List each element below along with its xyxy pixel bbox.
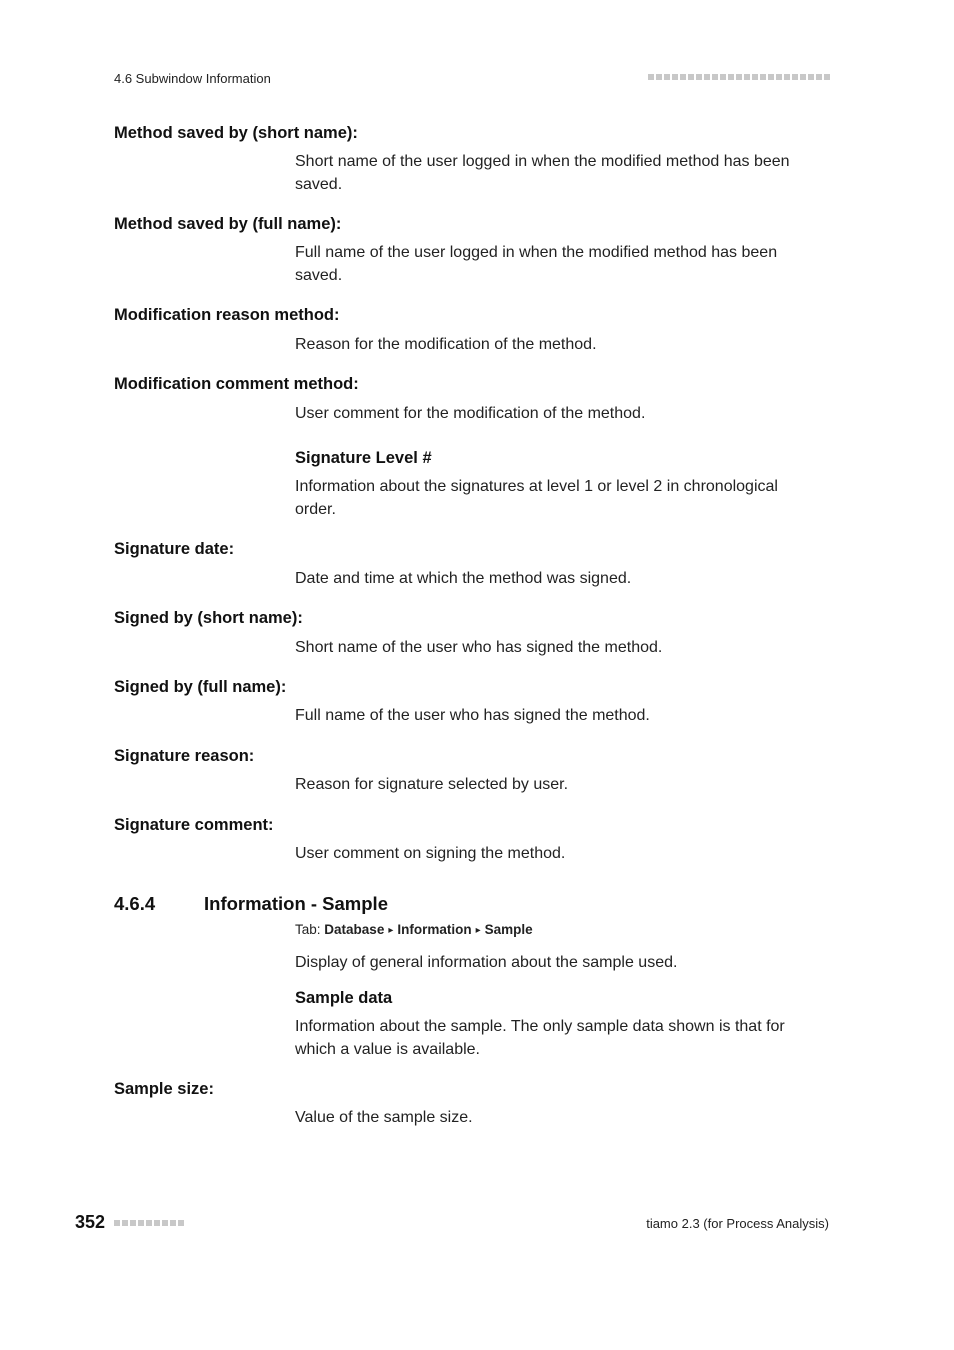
sample-data-heading: Sample data — [295, 989, 393, 1007]
arrow-right-icon: ▸ — [388, 925, 394, 936]
desc-signed-by-full: Full name of the user who has signed the method. — [295, 707, 650, 724]
term-signed-by-short: Signed by (short name): — [114, 609, 303, 627]
tab-prefix: Tab: — [295, 922, 321, 937]
term-signed-by-full: Signed by (full name): — [114, 678, 287, 696]
term-signature-reason: Signature reason: — [114, 747, 255, 765]
tab-path-item-database: Database — [324, 922, 385, 937]
term-signature-date: Signature date: — [114, 540, 235, 558]
desc-method-saved-short: Short name of the user logged in when the modified method has been saved. — [295, 153, 790, 193]
tab-path — [295, 922, 533, 937]
section-heading — [114, 893, 388, 915]
desc-method-saved-full: Full name of the user logged in when the modified method has been saved. — [295, 244, 778, 284]
term-modification-comment: Modification comment method: — [114, 375, 359, 393]
desc-signature-date: Date and time at which the method was signed. — [295, 570, 632, 587]
tab-path-item-sample: Sample — [484, 922, 533, 937]
header-section-title: 4.6 Subwindow Information — [114, 71, 271, 86]
term-method-saved-short: Method saved by (short name): — [114, 124, 358, 142]
desc-signature-comment: User comment on signing the method. — [295, 845, 566, 862]
signature-level-description: Information about the signatures at level 1 or level 2 in chronological order. — [295, 478, 778, 518]
term-modification-reason: Modification reason method: — [114, 306, 340, 324]
desc-modification-comment: User comment for the modification of the method. — [295, 405, 646, 422]
section-description: Display of general information about the sample used. — [295, 954, 678, 971]
signature-level-heading: Signature Level # — [295, 449, 432, 467]
desc-modification-reason: Reason for the modification of the method. — [295, 336, 597, 353]
desc-signature-reason: Reason for signature selected by user. — [295, 776, 569, 793]
arrow-right-icon: ▸ — [475, 925, 481, 936]
footer-decoration — [114, 1220, 184, 1226]
tab-path-item-information: Information — [397, 922, 472, 937]
sample-data-description: Information about the sample. The only sample data shown is that for which a value is available. — [295, 1018, 785, 1058]
section-title: Information - Sample — [204, 893, 388, 914]
desc-signed-by-short: Short name of the user who has signed the method. — [295, 639, 663, 656]
term-signature-comment: Signature comment: — [114, 816, 274, 834]
header-decoration — [648, 74, 830, 82]
section-number: 4.6.4 — [114, 893, 156, 914]
page-number: 352 — [75, 1212, 106, 1232]
term-sample-size: Sample size: — [114, 1080, 214, 1098]
desc-sample-size: Value of the sample size. — [295, 1109, 473, 1126]
footer-product: tiamo 2.3 (for Process Analysis) — [646, 1216, 829, 1231]
term-method-saved-full: Method saved by (full name): — [114, 215, 342, 233]
